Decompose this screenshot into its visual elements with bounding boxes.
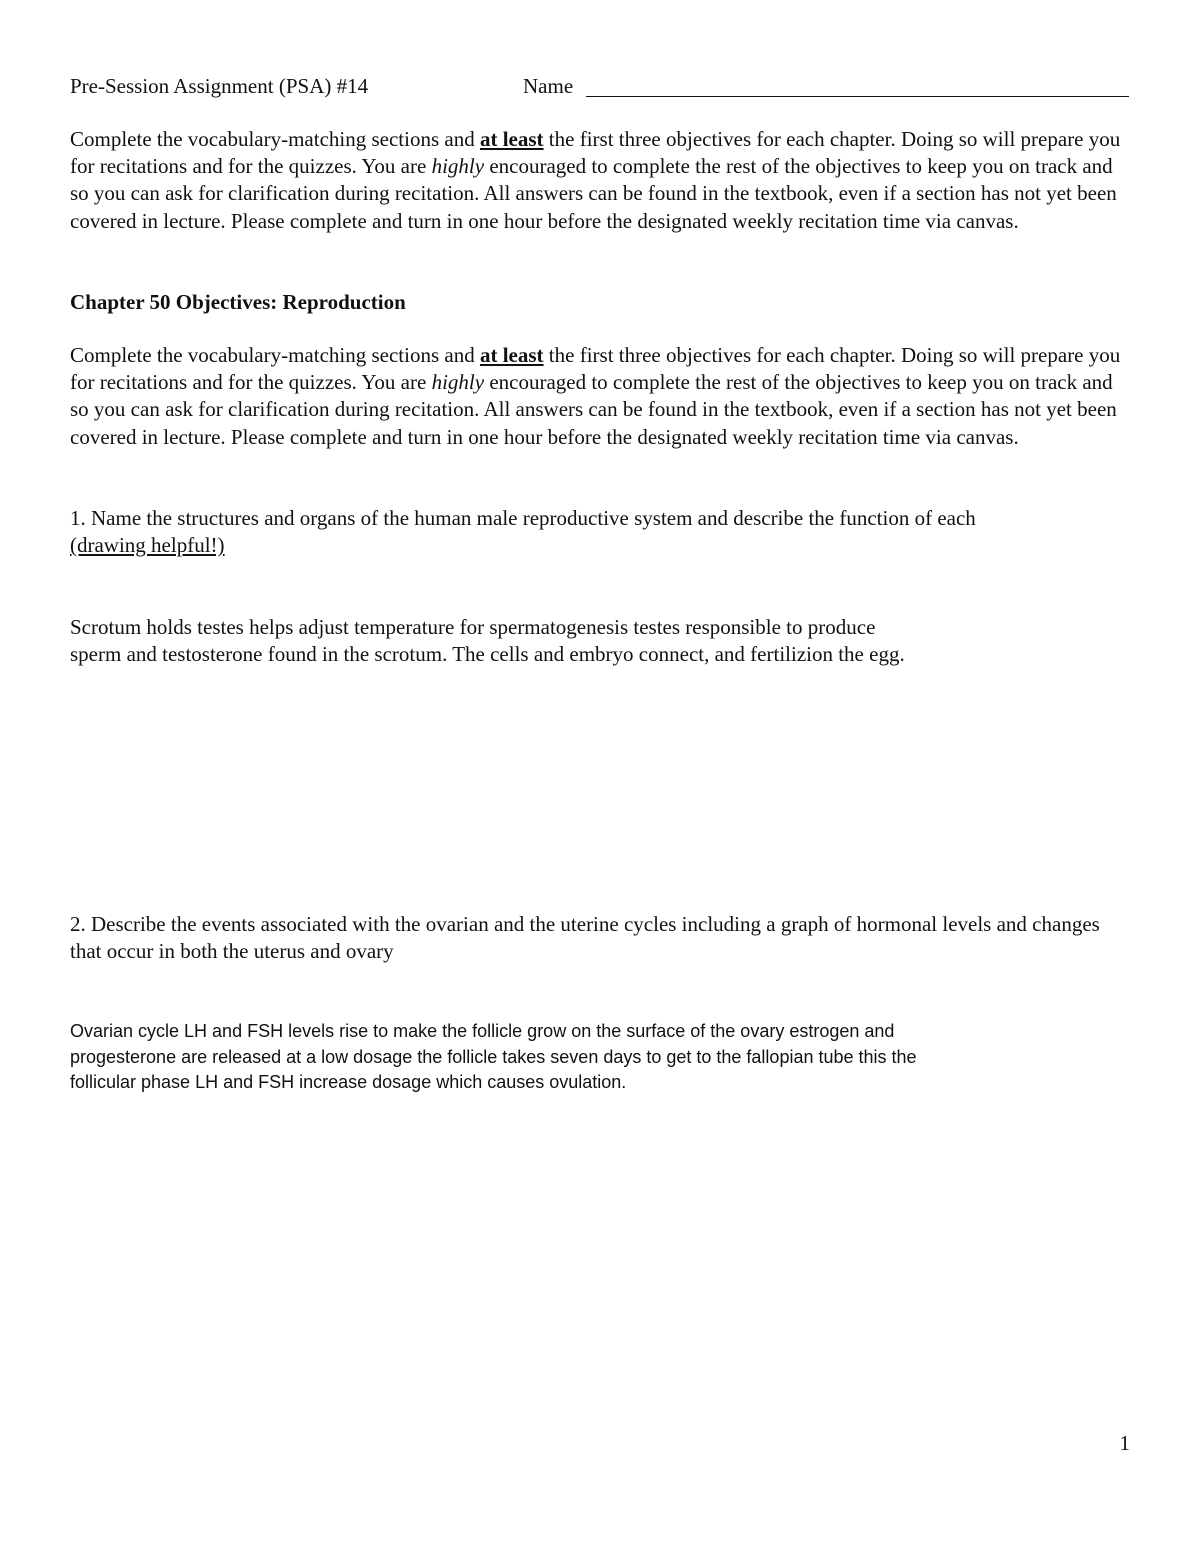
chapter-intro-text-3: encouraged to complete the rest of the objectives to keep you on track and so you can ask for clarification during recitation. All answers can be found in the textbook, even if a section has not yet been covered in lecture. Please complete and turn in one hour before the designated weekly recitation time via canvas. (70, 370, 1117, 449)
chapter-intro-text-2: the first three objectives for each chapter. Doing so will prepare you for recitations and for the quizzes. You are (70, 343, 1121, 395)
answer-2 (70, 1019, 1150, 1096)
answer-2-line: progesterone are released at a low dosage the follicle takes seven days to get to the fallopian tube this the (70, 1046, 917, 1067)
intro-text-1: Complete the vocabulary-matching sections and (70, 127, 480, 151)
intro-emphasis: at least (479, 127, 544, 151)
chapter-heading: Chapter 50 Objectives: Reproduction (70, 290, 406, 314)
answer-1-line: sperm and testosterone found in the scrotum. The cells and embryo connect, and fertilizion the egg. (70, 642, 905, 667)
assignment-title: Pre-Session Assignment (PSA) #14 (70, 74, 369, 98)
answer-2-line: Ovarian cycle LH and FSH levels rise to make the follicle grow on the surface of the ovary estrogen and (70, 1021, 895, 1041)
answer-2-line: follicular phase LH and FSH increase dosage which causes ovulation. (70, 1072, 627, 1092)
chapter-intro-text-1: Complete the vocabulary-matching sections and (70, 343, 480, 367)
intro-text-2: the first three objectives for each chapter. Doing so will prepare you for recitations and for the quizzes. You are (70, 127, 1121, 179)
page-number: 1 (1119, 1431, 1130, 1455)
intro-italic: highly (431, 154, 485, 179)
intro-text-3: encouraged to complete the rest of the objectives to keep you on track and so you can ask for clarification during recitation. All answers can be found in the textbook, even if a section has not yet been covered in lecture. Please complete and turn in one hour before the designated weekly recitation time via canvas. (70, 154, 1117, 233)
question-1 (70, 505, 1130, 559)
answer-1-line: Scrotum holds testes helps adjust temperature for spermatogenesis testes responsible to produce (70, 615, 876, 639)
intro-paragraph (70, 126, 1130, 235)
question-1-note: (drawing helpful!) (70, 533, 225, 558)
chapter-intro-paragraph (70, 342, 1130, 451)
question-1-text: 1. Name the structures and organs of the human male reproductive system and describe the function of each (70, 506, 976, 530)
chapter-intro-italic: highly (431, 370, 485, 395)
name-field-line[interactable] (586, 96, 1129, 97)
answer-1 (70, 614, 1150, 668)
name-label: Name (523, 74, 574, 98)
chapter-intro-emphasis: at least (479, 343, 544, 367)
question-2: 2. Describe the events associated with the ovarian and the uterine cycles including a graph of hormonal levels and changes that occur in both the uterus and ovary (70, 912, 1100, 964)
